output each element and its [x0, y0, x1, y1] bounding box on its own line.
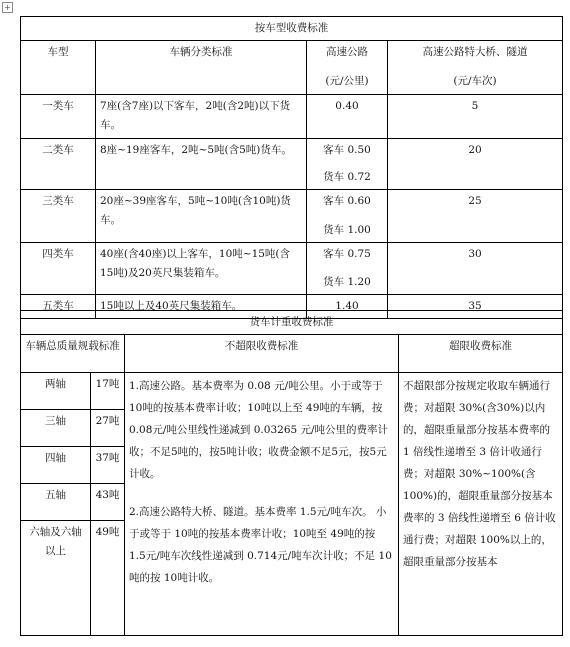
normal-fee-paragraph-2: 2.高速公路特大桥、隧道。基本费率 1.5元/吨车次。 小于或等于 10吨的按基本费率计收；10吨至 49吨的按 1.5元/吨车次线性递减到 0.714元/吨车次计收；不足 10吨的按 10吨计收。	[129, 506, 392, 584]
row-highway-rate: 1.40	[307, 295, 388, 319]
row-highway-rate	[307, 190, 388, 243]
rate-freight: 货车 1.20	[323, 276, 371, 288]
row-bridge-rate: 30	[388, 243, 563, 295]
header-over-fee: 超限收费标准	[399, 335, 563, 373]
row-type: 三类车	[21, 190, 96, 243]
axle-name: 两轴	[21, 373, 91, 410]
row-type: 二类车	[21, 139, 96, 190]
row-standard: 15吨以上及40英尺集装箱车。	[96, 295, 307, 319]
table-anchor-icon[interactable]: +	[2, 2, 13, 13]
header-bridge-label: 高速公路特大桥、隧道	[422, 46, 528, 58]
row-standard: 7座(含7座)以下客车，2吨(含2吨)以下货车。	[96, 95, 307, 139]
row-standard: 8座~19座客车，2吨~5吨(含5吨)货车。	[96, 139, 307, 190]
rate-passenger: 客车 0.60	[323, 195, 371, 207]
row-bridge-rate: 25	[388, 190, 563, 243]
header-bridge	[388, 41, 563, 95]
table-row	[21, 190, 563, 243]
normal-fee-text	[125, 373, 399, 636]
rate-freight: 货车 1.00	[323, 224, 371, 236]
header-axle-standard: 车辆总质量规载标准	[21, 335, 125, 373]
header-highway-label: 高速公路	[326, 46, 368, 58]
axle-weight: 17吨	[91, 373, 125, 410]
row-type: 四类车	[21, 243, 96, 295]
header-bridge-unit: (元/车次)	[453, 75, 497, 87]
header-classification: 车辆分类标准	[96, 41, 307, 95]
truck-weight-fee-table	[20, 310, 563, 636]
header-vehicle-type: 车型	[21, 41, 96, 95]
row-highway-rate: 0.40	[307, 95, 388, 139]
axle-weight: 49吨	[91, 521, 125, 636]
table-row	[21, 139, 563, 190]
normal-fee-paragraph-1: 1.高速公路。基本费率为 0.08 元/吨公里。小于或等于 10吨的按基本费率计收；10吨以上至 49吨的车辆，按 0.08元/吨公里线性递减到 0.03265 元/吨公里的费率计收；不足5吨的，按5吨计收；收费金额不足5元，按5元计收。	[129, 380, 389, 480]
rate-passenger: 客车 0.50	[323, 144, 371, 156]
table-title: 货车计重收费标准	[21, 311, 563, 335]
header-normal-fee: 不超限收费标准	[125, 335, 399, 373]
axle-weight: 37吨	[91, 447, 125, 484]
table-title: 按车型收费标准	[21, 17, 563, 41]
row-highway-rate	[307, 139, 388, 190]
header-highway-unit: (元/公里)	[325, 75, 369, 87]
table-row	[21, 95, 563, 139]
vehicle-type-fee-table	[20, 16, 563, 310]
rate-freight: 货车 0.72	[323, 171, 371, 183]
axle-weight: 43吨	[91, 484, 125, 521]
axle-name: 四轴	[21, 447, 91, 484]
row-standard: 20座~39座客车，5吨~10吨(含10吨)货车。	[96, 190, 307, 243]
row-bridge-rate: 5	[388, 95, 563, 139]
rate-passenger: 客车 0.75	[323, 248, 371, 260]
row-type: 五类车	[21, 295, 96, 319]
row-bridge-rate: 20	[388, 139, 563, 190]
over-fee-text: 不超限部分按规定收取车辆通行费；对超限 30%(含30%)以内的，超限重量部分按基本费率的 1 倍线性递增至 3 倍计收通行费；对超限 30%~100%(含100%)的，超限重量部分按基本费率的 3 倍线性递增至 6 倍计收通行费；对超限 100%以上的，超限重量部分按基本	[399, 373, 563, 636]
header-highway	[307, 41, 388, 95]
axle-name: 六轴及六轴以上	[21, 521, 91, 636]
row-highway-rate	[307, 243, 388, 295]
axle-name: 三轴	[21, 410, 91, 447]
table-row	[21, 373, 563, 410]
row-type: 一类车	[21, 95, 96, 139]
row-standard: 40座(含40座)以上客车，10吨~15吨(含15吨)及20英尺集装箱车。	[96, 243, 307, 295]
table-row	[21, 243, 563, 295]
axle-weight: 27吨	[91, 410, 125, 447]
row-bridge-rate: 35	[388, 295, 563, 319]
axle-name: 五轴	[21, 484, 91, 521]
